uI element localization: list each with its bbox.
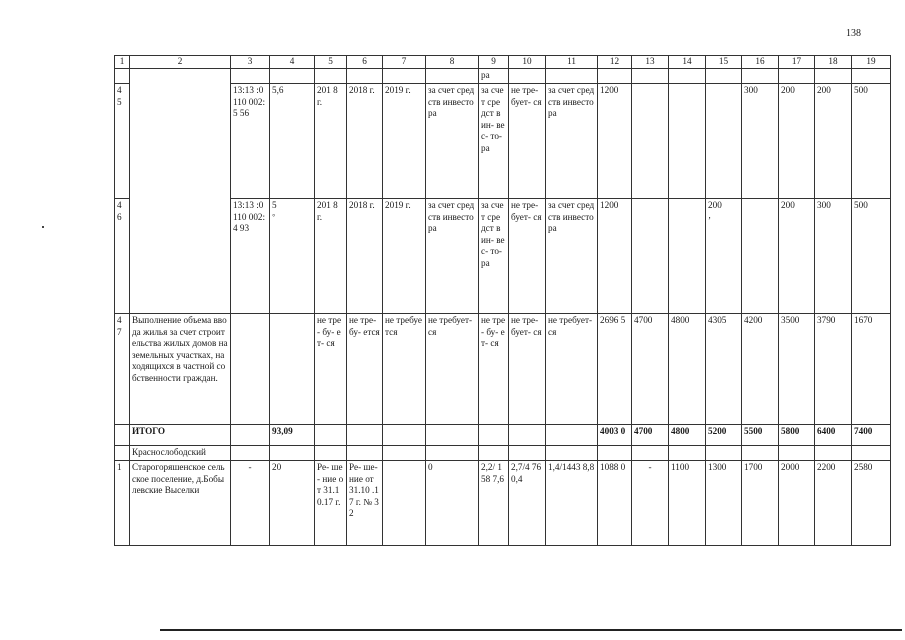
col-num-1: 1 [115, 56, 130, 69]
col-num-4: 4 [270, 56, 315, 69]
cell-col17: 3500 [779, 314, 815, 425]
cell-col7: не требуется [383, 314, 426, 425]
cell-col7: 2019 г. [383, 199, 426, 314]
cell [742, 69, 779, 84]
housing-construction-table [114, 55, 891, 546]
cell-area [270, 199, 315, 314]
col-num-16: 16 [742, 56, 779, 69]
cell-col9: за сче т сре дст в ин- вес- то- ра [479, 199, 509, 314]
cell-total-col13: 4700 [632, 425, 669, 446]
cell [315, 69, 347, 84]
cell-row-number: 4 5 [115, 84, 130, 199]
cell-funding-continued: ра [479, 69, 509, 84]
cell [315, 425, 347, 446]
col-num-13: 13 [632, 56, 669, 69]
table-row-45 [115, 84, 891, 199]
cell-col9: за сче т сре дст в ин- вес- то- ра [479, 84, 509, 199]
cell [115, 69, 130, 84]
cell [383, 69, 426, 84]
col-num-15: 15 [706, 56, 742, 69]
col-num-10: 10 [509, 56, 546, 69]
cell-cadastral-number: - [231, 461, 270, 546]
table-row-47 [115, 314, 891, 425]
cell-col18: 200 [815, 84, 852, 199]
cell-col7 [383, 461, 426, 546]
cell [598, 69, 632, 84]
cell-col17: 2000 [779, 461, 815, 546]
cell-merged-name [130, 69, 231, 314]
cell-col11: не требует- ся [546, 314, 598, 425]
cell-col6: Ре- ше- ние от 31.10 .17 г. № 32 [347, 461, 383, 546]
cell-col8: за счет средств инвестора [426, 199, 479, 314]
cell [426, 446, 479, 461]
col-num-12: 12 [598, 56, 632, 69]
cell-col16: 300 [742, 84, 779, 199]
cell-col16 [742, 199, 779, 314]
cell-col6: 2018 г. [347, 84, 383, 199]
cell-col5: Ре- ше- ние от 31.1 0.17 г. [315, 461, 347, 546]
cell-col17: 200 [779, 199, 815, 314]
cell [115, 446, 130, 461]
cell-col16: 1700 [742, 461, 779, 546]
cell-col11: за счет средств инвестора [546, 84, 598, 199]
col-num-11: 11 [546, 56, 598, 69]
bottom-rule [160, 629, 902, 631]
cell-col5: 201 8 г. [315, 84, 347, 199]
cell-col16: 4200 [742, 314, 779, 425]
cell-col10: не тре- бует- ся [509, 84, 546, 199]
cell-col18: 300 [815, 199, 852, 314]
cell-col5: не тре- бу- ет- ся [315, 314, 347, 425]
cell-cadastral-number: 13:13 :0110 002:4 93 [231, 199, 270, 314]
cell-col15: 4305 [706, 314, 742, 425]
cell [706, 446, 742, 461]
col-num-2: 2 [130, 56, 231, 69]
cell-col18: 2200 [815, 461, 852, 546]
col-num-7: 7 [383, 56, 426, 69]
cell-total-col19: 7400 [852, 425, 891, 446]
cell [852, 446, 891, 461]
cell-area: 5,6 [270, 84, 315, 199]
cell [347, 425, 383, 446]
cell-col12: 1088 0 [598, 461, 632, 546]
cell [546, 446, 598, 461]
cell-col15: 1300 [706, 461, 742, 546]
cell-col8: 0 [426, 461, 479, 546]
cell [426, 425, 479, 446]
cell-total-col16: 5500 [742, 425, 779, 446]
cell [115, 425, 130, 446]
scan-artifact-dot [42, 226, 44, 228]
cell-row-number: 4 7 [115, 314, 130, 425]
cell [270, 446, 315, 461]
cell-col19: 1670 [852, 314, 891, 425]
col-num-5: 5 [315, 56, 347, 69]
cell-col14: 4800 [669, 314, 706, 425]
cell [779, 446, 815, 461]
cell [852, 69, 891, 84]
cell-col6: не тре- бу- ется [347, 314, 383, 425]
cell [706, 69, 742, 84]
col-num-9: 9 [479, 56, 509, 69]
col-num-19: 19 [852, 56, 891, 69]
cell-col15 [706, 84, 742, 199]
cell-col19: 500 [852, 199, 891, 314]
col-num-14: 14 [669, 56, 706, 69]
cell-cadastral-number: 13:13 :0110 002:5 56 [231, 84, 270, 199]
cell-col6: 2018 г. [347, 199, 383, 314]
cell [315, 446, 347, 461]
cell-total-area: 93,09 [270, 425, 315, 446]
cell-col15-value: 200 [708, 200, 722, 210]
cell [231, 446, 270, 461]
cell [546, 425, 598, 446]
cell [426, 69, 479, 84]
table-row-total [115, 425, 891, 446]
col-num-18: 18 [815, 56, 852, 69]
scan-mark: ‚ [708, 209, 712, 220]
cell [669, 446, 706, 461]
col-num-8: 8 [426, 56, 479, 69]
cell-total-col18: 6400 [815, 425, 852, 446]
cell-col19: 2580 [852, 461, 891, 546]
cell-col12: 2696 5 [598, 314, 632, 425]
cell-area-value: 5 [272, 200, 277, 210]
cell [347, 446, 383, 461]
cell-col7: 2019 г. [383, 84, 426, 199]
col-num-3: 3 [231, 56, 270, 69]
table-row-1 [115, 461, 891, 546]
cell-col5: 201 8 г. [315, 199, 347, 314]
table-row-46 [115, 199, 891, 314]
cell [479, 446, 509, 461]
cell-col13 [632, 199, 669, 314]
cell-col8: за счет средств инвестора [426, 84, 479, 199]
cell-col10: 2,7/4 760,4 [509, 461, 546, 546]
cell-col13: - [632, 461, 669, 546]
cell [815, 69, 852, 84]
cell-col14: 1100 [669, 461, 706, 546]
cell [231, 425, 270, 446]
cell-total-col12: 4003 0 [598, 425, 632, 446]
cell-cadastral-number [231, 314, 270, 425]
cell-col17: 200 [779, 84, 815, 199]
cell-col10: не тре- бует- ся [509, 314, 546, 425]
cell-col12: 1200 [598, 199, 632, 314]
table-row-region [115, 446, 891, 461]
cell [546, 69, 598, 84]
cell-col10: не тре- бует- ся [509, 199, 546, 314]
cell-total-col17: 5800 [779, 425, 815, 446]
column-number-row [115, 56, 891, 69]
cell [509, 425, 546, 446]
cell-col9: не тре- бу- ет- ся [479, 314, 509, 425]
cell [598, 446, 632, 461]
cell-description: Старогоряшенское сельское поселение, д.Бобылевские Выселки [130, 461, 231, 546]
scan-mark: ◦ [272, 209, 276, 220]
cell-description: Выполнение объема ввода жилья за счет строительства жилых домов на земельных участках, находящихся в частной собственности граждан. [130, 314, 231, 425]
cell [347, 69, 383, 84]
cell [669, 69, 706, 84]
cell-col18: 3790 [815, 314, 852, 425]
cell-col12: 1200 [598, 84, 632, 199]
cell-row-number: 1 [115, 461, 130, 546]
page-number: 138 [846, 28, 861, 39]
cell-col14 [669, 84, 706, 199]
cell-col15 [706, 199, 742, 314]
cell [779, 69, 815, 84]
cell-area [270, 314, 315, 425]
cell-col13 [632, 84, 669, 199]
cell-col8: не требует- ся [426, 314, 479, 425]
cell-total-label: ИТОГО [130, 425, 231, 446]
cell [479, 425, 509, 446]
cell-total-col15: 5200 [706, 425, 742, 446]
cell-total-col14: 4800 [669, 425, 706, 446]
cell [270, 69, 315, 84]
cell-col19: 500 [852, 84, 891, 199]
cell-col14 [669, 199, 706, 314]
cell [632, 446, 669, 461]
col-num-17: 17 [779, 56, 815, 69]
cell [231, 69, 270, 84]
cell [632, 69, 669, 84]
cell-col11: 1,4/1443 8,8 [546, 461, 598, 546]
cell [815, 446, 852, 461]
cell-col11: за счет средств инвестора [546, 199, 598, 314]
cell-col9: 2,2/ 158 7,6 [479, 461, 509, 546]
cell [383, 446, 426, 461]
cell [383, 425, 426, 446]
cell [509, 69, 546, 84]
cell [742, 446, 779, 461]
cell-region-name: Краснослободский [130, 446, 231, 461]
cell-row-number: 4 6 [115, 199, 130, 314]
table-row-continuation [115, 69, 891, 84]
cell-area: 20 [270, 461, 315, 546]
cell [509, 446, 546, 461]
cell-col13: 4700 [632, 314, 669, 425]
col-num-6: 6 [347, 56, 383, 69]
